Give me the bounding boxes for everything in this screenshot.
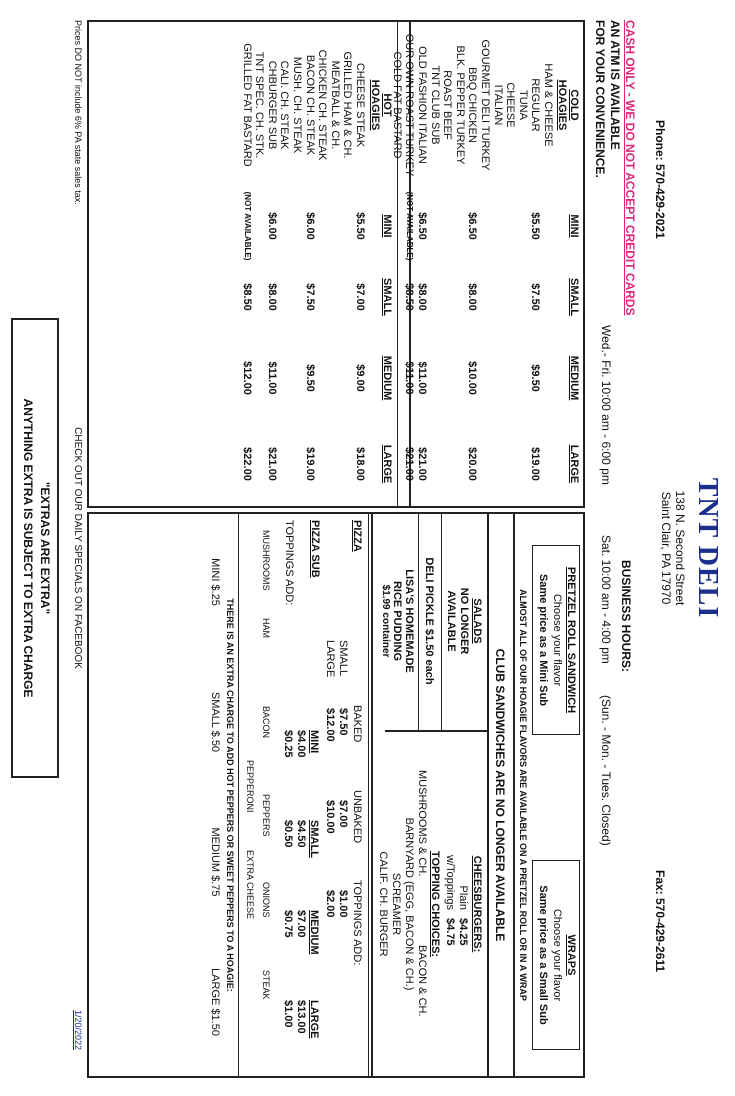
price-large: $21.00 (265, 447, 278, 481)
pizza-topping-price: $1.00 (337, 890, 349, 918)
hot-col-large: LARGE (381, 444, 393, 484)
pizza-sub-topping-price: $0.25 (282, 730, 294, 758)
item-name: TNT CLUB SUB (428, 65, 441, 145)
price-mini: $6.00 (265, 212, 278, 240)
pizza-sub-topping: PEPPERONI (245, 760, 255, 813)
col-mini: MINI (568, 214, 580, 238)
item-name: GRILLED FAT BASTARD (240, 43, 253, 167)
item-name: REGULAR (529, 78, 542, 132)
price-large: $19.00 (529, 447, 542, 481)
price-mini: (NOT AVAILABLE) (405, 191, 415, 261)
pizza-unbaked-price: $10.00 (324, 800, 336, 834)
cb-choice-1: MUSHROOMS & CH. (416, 770, 428, 877)
atm-line-1: AN ATM IS AVAILABLE (608, 20, 622, 150)
cb-choice-2: BACON & CH. (416, 945, 428, 1017)
cb-plain-label: Plain (457, 885, 469, 910)
item-name: CALI. CH. STEAK (278, 60, 291, 150)
price-mini: $5.50 (529, 212, 542, 240)
col-large: LARGE (568, 444, 580, 484)
item-name: GOURMET DELI TURKEY (479, 39, 491, 171)
pizza-baked-price: $12.00 (324, 708, 336, 742)
price-small: $7.00 (354, 283, 366, 311)
rice-title: LISA'S HOMEMADE (403, 569, 415, 673)
extras-line-1: "EXTRAS ARE EXTRA" (38, 481, 52, 615)
pizza-unbaked-header: UNBAKED (351, 790, 363, 844)
price-mini: $6.50 (466, 212, 479, 240)
pizza-sub-size: SMALL (308, 820, 320, 858)
price-medium: $10.00 (466, 361, 479, 395)
hours-closed: (Sun. - Mon. - Tues. Closed) (599, 695, 613, 846)
pizza-sub-topping-price: $1.00 (282, 1000, 294, 1028)
club-note: CLUB SANDWICHES ARE NO LONGER AVAILABLE (493, 648, 507, 942)
price-large: $19.00 (303, 447, 316, 481)
pizza-topping-price: $2.00 (324, 890, 336, 918)
price-small: $8.00 (265, 283, 278, 311)
pizza-sub-price: $7.00 (295, 910, 307, 938)
item-name: CHICKEN CH. STEAK (316, 49, 329, 161)
fax-number: Fax: 570-429-2611 (653, 870, 667, 973)
pizza-sub-topping: HAM (261, 618, 271, 638)
tax-note: Prices DO NOT include 6% PA state sales tax. (73, 20, 83, 205)
item-name: HAM & CHEESE (542, 63, 554, 147)
pizza-sub-title: PIZZA SUB (309, 520, 321, 578)
item-name: BLK. PEPPER TURKEY (453, 45, 466, 165)
wraps-line-2: Same price as a Small Sub (537, 885, 549, 1025)
extra-charge-medium: MEDIUM $.75 (209, 827, 221, 897)
pizza-sub-toppings-label: TOPPINGS ADD: (283, 520, 295, 606)
atm-line-2: FOR YOUR CONVENIENCE. (593, 20, 607, 178)
salads-line-2: AVAILABLE (445, 590, 457, 652)
col-medium: MEDIUM (568, 355, 580, 401)
item-name: OUR OWN ROAST TURKEY (403, 33, 416, 177)
item-name: ITALIAN (491, 84, 504, 126)
address-line-1: 138 N. Second Street (673, 490, 687, 606)
facebook-note: CHECK OUT OUR DAILY SPECIALS ON FACEBOOK (72, 427, 83, 669)
item-name: COLD FAT BASTARD (390, 51, 403, 159)
price-medium: $9.50 (303, 364, 316, 392)
pizza-size: SMALL (337, 640, 349, 677)
col-small: SMALL (568, 278, 580, 316)
extras-line-2: ANYTHING EXTRA IS SUBJECT TO EXTRA CHARGE (21, 398, 35, 698)
cold-heading: COLD (568, 89, 580, 121)
price-small: $8.50 (403, 283, 416, 311)
extra-charge-line: THERE IS AN EXTRA CHARGE TO ADD HOT PEPPERS OR SWEET PEPPERS TO A HOAGIE: (225, 598, 235, 992)
pizza-sub-price: $4.50 (295, 820, 307, 848)
pizza-sub-size: MEDIUM (308, 910, 320, 955)
price-mini: (NOT AVAILABLE) (242, 191, 252, 261)
extra-charge-large: LARGE $1.50 (209, 968, 221, 1036)
panel-divider-3 (371, 512, 373, 1078)
pizza-sub-topping: BACON (261, 706, 271, 739)
pizza-baked-header: BAKED (351, 705, 363, 743)
item-name: CHEESE STEAK (354, 62, 366, 148)
pickle-divider (418, 512, 419, 730)
pretzel-title: PRETZEL ROLL SANDWICH (565, 566, 577, 714)
item-name: TUNA (516, 90, 529, 120)
wraps-line-1: Choose your flavor (551, 908, 563, 1002)
specials-panel (87, 512, 585, 1078)
pizza-sub-size: LARGE (308, 1000, 320, 1039)
pizza-sub-topping-price: $0.50 (282, 820, 294, 848)
pizza-sub-topping: EXTRA CHEESE (245, 850, 255, 920)
salads-divider (441, 512, 442, 730)
extra-charge-small: SMALL $.50 (209, 691, 221, 753)
pizza-unbaked-price: $7.00 (337, 800, 349, 828)
price-large: $18.00 (354, 447, 366, 481)
hours-wed-fri: Wed.- Fri. 10:00 am - 6:00 pm (599, 325, 613, 485)
price-medium: $11.00 (416, 361, 428, 395)
price-medium: $12.00 (240, 361, 253, 395)
panel-divider-1 (513, 512, 515, 1078)
item-name: TNT SPEC. CH. STK. (253, 51, 266, 159)
item-name: ROAST BEEF (441, 70, 454, 140)
hot-col-medium: MEDIUM (381, 355, 393, 401)
item-name: BBQ CHICKEN (466, 67, 479, 143)
pretzel-line-2: Same price as a Mini Sub (537, 573, 549, 707)
almost-all-note: ALMOST ALL OF OUR HOAGIE FLAVORS ARE AVAILABLE ON A PRETZEL ROLL OR IN A WRAP (518, 589, 528, 1001)
pizza-sub-price: $13.00 (295, 1000, 307, 1034)
rice-line-2: $1.99 container (380, 584, 391, 658)
panel-divider-2 (487, 512, 489, 1078)
hours-label: BUSINESS HOURS: (619, 560, 633, 673)
item-name: MEATBALL & CH. (328, 60, 341, 150)
date-stamp: 1/20/2022 (73, 1010, 83, 1051)
panel-divider-5 (238, 512, 239, 1078)
cold-heading-2: HOAGIES (556, 79, 568, 131)
price-small: $7.50 (529, 283, 542, 311)
price-mini: $5.50 (354, 212, 366, 240)
cb-choices-title: TOPPING CHOICES: (429, 850, 441, 958)
price-medium: $9.00 (354, 364, 366, 392)
phone-number: Phone: 570-429-2021 (653, 120, 667, 239)
pizza-baked-price: $7.50 (337, 708, 349, 736)
price-large: $20.00 (466, 447, 479, 481)
pizza-size: LARGE (324, 640, 336, 678)
price-medium: $9.50 (529, 364, 542, 392)
pizza-sub-topping: STEAK (261, 970, 271, 1000)
hot-col-small: SMALL (381, 278, 393, 316)
price-large: $22.00 (240, 447, 253, 481)
cb-toppings-label: w/Toppings (444, 854, 456, 910)
hot-heading: HOT (381, 93, 393, 117)
address-line-2: Saint Clair, PA 17970 (659, 491, 673, 605)
panel-divider-4 (368, 512, 369, 1078)
pizza-sub-price: $4.00 (295, 730, 307, 758)
pizza-toppings-header: TOPPINGS ADD: (351, 880, 363, 966)
salads-line-1: NO LONGER (458, 587, 470, 655)
price-small: $8.50 (240, 283, 253, 311)
cheeseburgers-title: CHEESBURGERS: (471, 855, 483, 953)
pizza-sub-topping: PEPPERS (261, 794, 271, 837)
rice-line-1: RICE PUDDING (391, 580, 403, 662)
cb-plain-price: $4.25 (457, 918, 469, 946)
item-name: OLD FASHION ITALIAN (416, 46, 428, 164)
price-small: $7.50 (303, 283, 316, 311)
price-small: $8.00 (466, 283, 479, 311)
pretzel-line-1: Choose your flavor (551, 593, 563, 687)
pizza-sub-topping-price: $0.75 (282, 910, 294, 938)
pizza-title: PIZZA (351, 520, 363, 552)
item-name: CHBURGER SUB (265, 60, 278, 150)
hours-saturday: Sat. 10:00 am - 4:00 pm (599, 535, 613, 664)
item-name: BACON CH. STEAK (303, 54, 316, 156)
price-medium: $11.00 (265, 361, 278, 395)
wraps-title: WRAPS (565, 934, 577, 976)
salads-title: SALADS (471, 598, 483, 644)
cb-choice-4: SCREAMER (390, 872, 402, 936)
deli-pickle: DELI PICKLE $1.50 each (423, 557, 435, 685)
cash-only-notice: CASH ONLY - WE DO NOT ACCEPT CREDIT CARDS (623, 20, 637, 316)
pizza-sub-topping: ONIONS (261, 882, 271, 918)
price-large: $21.00 (403, 447, 416, 481)
price-small: $8.00 (416, 283, 428, 311)
item-name: CHEESE (504, 82, 517, 128)
menu-title: TNT DELI (692, 477, 723, 619)
cb-toppings-price: $4.75 (444, 918, 456, 946)
price-medium: $11.00 (403, 361, 416, 395)
price-large: $21.00 (416, 447, 428, 481)
price-mini: $6.00 (303, 212, 316, 240)
extra-charge-mini: MINI $.25 (209, 558, 221, 606)
hot-heading-2: HOAGIES (369, 79, 381, 131)
item-name: MUSH. CH. STEAK (291, 56, 303, 154)
pizza-sub-size: MINI (308, 730, 320, 754)
price-mini: $6.50 (416, 212, 428, 240)
item-name: GRILLED HAM & CH. (341, 51, 354, 159)
pizza-sub-topping: MUSHROOMS (261, 530, 271, 591)
cb-choice-3: BARNYARD (EGG, BACON & CH.) (403, 817, 415, 991)
hot-col-mini: MINI (381, 214, 393, 238)
cb-choice-5: CALIF. CH. BURGER (377, 851, 389, 957)
